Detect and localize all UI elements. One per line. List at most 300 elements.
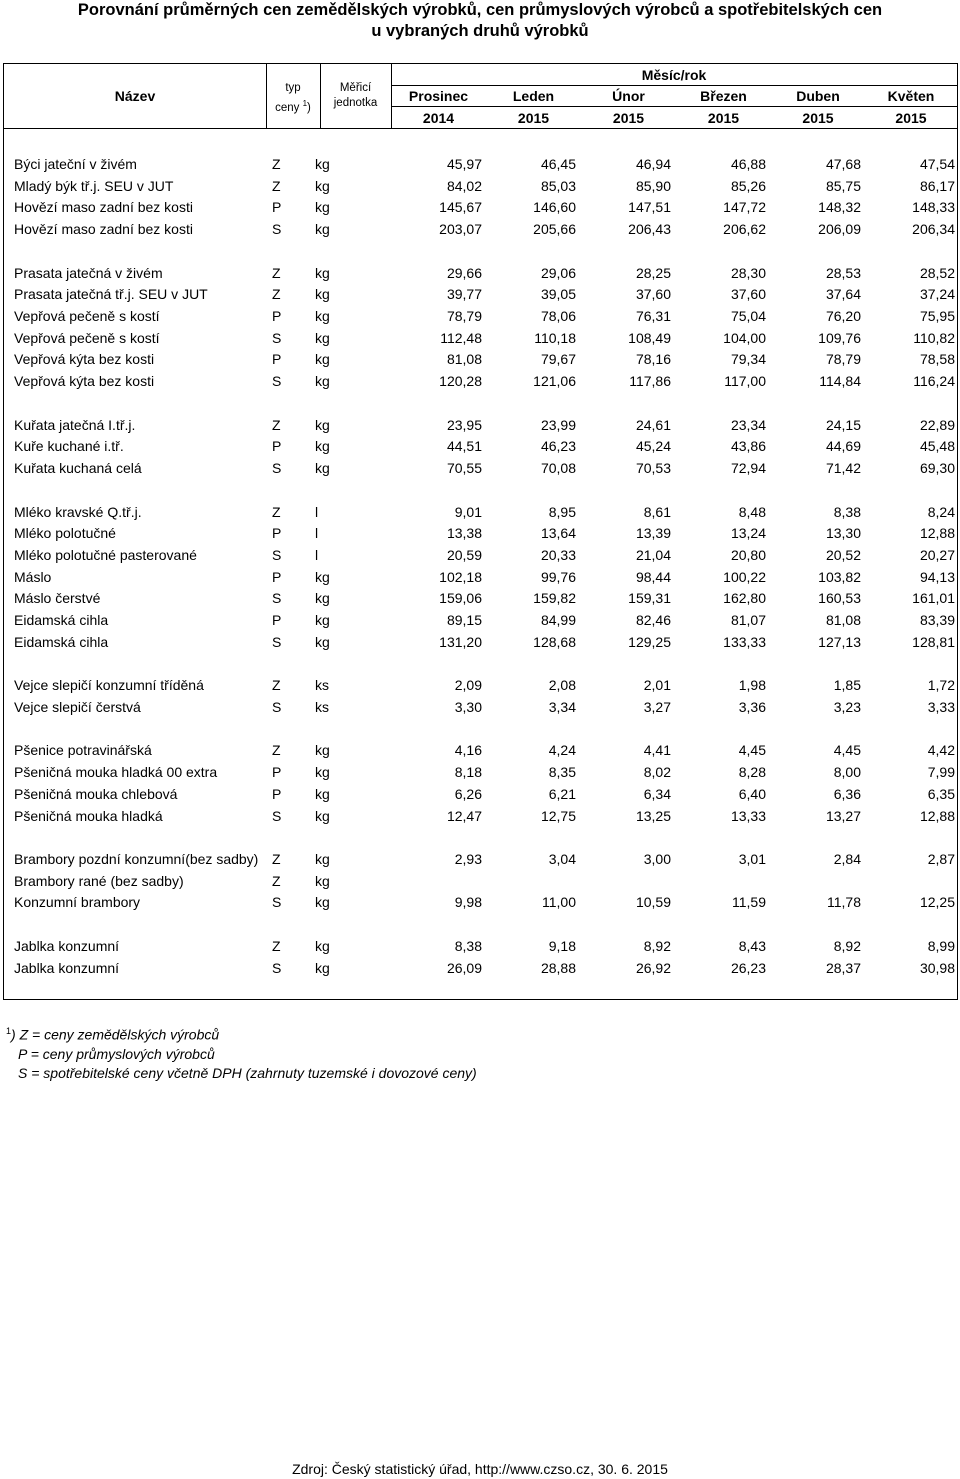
price-value: 4,16 — [454, 742, 482, 758]
price-type: S — [272, 590, 282, 606]
price-type: Z — [272, 156, 281, 172]
column-header-year: 2015 — [707, 110, 740, 126]
footnote-line-2: P = ceny průmyslových výrobců — [18, 1045, 215, 1062]
column-header-year: 2015 — [612, 110, 645, 126]
price-value: 102,18 — [439, 569, 482, 585]
product-name: Mléko kravské Q.tř.j. — [14, 504, 142, 520]
table-row — [4, 175, 959, 197]
price-value: 8,38 — [454, 938, 482, 954]
price-value: 3,27 — [643, 699, 671, 715]
table-row — [4, 609, 959, 631]
price-value: 47,54 — [919, 156, 955, 172]
unit: kg — [315, 330, 330, 346]
price-value: 147,51 — [628, 199, 671, 215]
price-value: 78,58 — [919, 351, 955, 367]
price-value: 46,45 — [540, 156, 576, 172]
unit: l — [315, 504, 319, 520]
price-value: 24,61 — [635, 417, 671, 433]
price-value: 43,86 — [730, 438, 766, 454]
price-value: 203,07 — [439, 221, 482, 237]
price-value: 76,31 — [635, 308, 671, 324]
product-name: Eidamská cihla — [14, 612, 109, 628]
table-row — [4, 870, 959, 892]
price-value: 72,94 — [730, 460, 766, 476]
price-value: 44,51 — [446, 438, 482, 454]
price-value: 3,30 — [454, 699, 482, 715]
column-header-year: 2015 — [802, 110, 834, 126]
product-name: Hovězí maso zadní bez kosti — [14, 221, 193, 237]
price-value: 28,37 — [825, 960, 861, 976]
price-type: Z — [272, 851, 281, 867]
unit: kg — [315, 786, 330, 802]
price-value: 12,88 — [919, 525, 955, 541]
table-row — [4, 674, 959, 696]
price-value: 8,92 — [643, 938, 671, 954]
price-value: 85,75 — [825, 178, 861, 194]
price-value: 13,25 — [635, 808, 671, 824]
price-value: 69,30 — [919, 460, 955, 476]
unit: kg — [315, 373, 330, 389]
product-name: Pšeničná mouka chlebová — [14, 786, 178, 802]
price-value: 8,48 — [738, 504, 766, 520]
price-value: 206,34 — [912, 221, 955, 237]
unit: kg — [315, 286, 330, 302]
price-value: 44,69 — [825, 438, 861, 454]
price-value: 84,99 — [540, 612, 576, 628]
table-row — [4, 739, 959, 761]
price-value: 81,08 — [825, 612, 861, 628]
unit: ks — [315, 677, 329, 693]
price-value: 23,99 — [540, 417, 576, 433]
product-name: Konzumní brambory — [14, 894, 141, 910]
price-type: Z — [272, 873, 281, 889]
price-value: 8,35 — [548, 764, 576, 780]
column-header-month: Prosinec — [408, 88, 469, 104]
column-header-mesic-rok: Měsíc/rok — [641, 67, 707, 83]
price-value: 12,25 — [919, 894, 955, 910]
price-value: 8,99 — [927, 938, 955, 954]
price-value: 4,45 — [833, 742, 861, 758]
table-row — [4, 283, 959, 305]
product-name: Máslo — [14, 569, 52, 585]
price-value: 12,75 — [540, 808, 576, 824]
table-row — [4, 935, 959, 957]
price-value: 29,66 — [446, 265, 482, 281]
unit: kg — [315, 417, 330, 433]
price-value: 159,31 — [628, 590, 671, 606]
product-name: Brambory pozdní konzumní(bez sadby) — [14, 851, 259, 867]
price-value: 100,22 — [723, 569, 766, 585]
price-value: 45,48 — [919, 438, 955, 454]
product-name: Býci jateční v živém — [14, 156, 137, 172]
price-value: 2,93 — [454, 851, 482, 867]
unit: kg — [315, 156, 330, 172]
unit: ks — [315, 699, 329, 715]
price-value: 7,99 — [927, 764, 955, 780]
price-value: 4,24 — [548, 742, 576, 758]
column-header-nazev: Název — [114, 88, 156, 104]
page-title — [0, 0, 960, 42]
price-value: 82,46 — [635, 612, 671, 628]
price-type: Z — [272, 286, 281, 302]
price-value: 1,72 — [927, 677, 955, 693]
price-type: S — [272, 460, 282, 476]
product-name: Kuřata kuchaná celá — [14, 460, 142, 476]
price-value: 85,03 — [540, 178, 576, 194]
price-value: 146,60 — [533, 199, 576, 215]
price-type: S — [272, 894, 282, 910]
price-type: Z — [272, 265, 281, 281]
price-type: Z — [272, 417, 281, 433]
unit: kg — [315, 634, 330, 650]
price-type: S — [272, 221, 282, 237]
header-divider — [391, 85, 957, 86]
price-type: P — [272, 764, 282, 780]
price-value: 147,72 — [723, 199, 766, 215]
price-value: 110,82 — [913, 330, 955, 346]
price-type: P — [272, 612, 282, 628]
product-name: Brambory rané (bez sadby) — [14, 873, 184, 889]
price-value: 28,30 — [730, 265, 766, 281]
price-value: 2,01 — [643, 677, 671, 693]
table-row — [4, 501, 959, 523]
unit: kg — [315, 438, 330, 454]
price-type: S — [272, 808, 282, 824]
product-name: Vejce slepičí konzumní tříděná — [14, 677, 204, 693]
product-name: Kuře kuchané i.tř. — [14, 438, 124, 454]
price-value: 85,26 — [730, 178, 766, 194]
price-type: P — [272, 351, 282, 367]
unit: kg — [315, 590, 330, 606]
product-name: Vepřová kýta bez kosti — [14, 351, 155, 367]
price-value: 205,66 — [533, 221, 576, 237]
table-row — [4, 631, 959, 653]
price-value: 116,24 — [913, 373, 955, 389]
price-value: 131,20 — [439, 634, 482, 650]
unit: kg — [315, 938, 330, 954]
product-name: Mladý býk tř.j. SEU v JUT — [14, 178, 174, 194]
price-value: 13,30 — [825, 525, 861, 541]
price-value: 161,01 — [912, 590, 955, 606]
price-type: S — [272, 330, 282, 346]
price-value: 8,95 — [548, 504, 576, 520]
product-name: Hovězí maso zadní bez kosti — [14, 199, 193, 215]
unit: kg — [315, 569, 330, 585]
price-value: 47,68 — [825, 156, 861, 172]
price-value: 78,16 — [635, 351, 671, 367]
price-value: 89,15 — [446, 612, 482, 628]
price-value: 160,53 — [818, 590, 861, 606]
price-value: 3,33 — [927, 699, 955, 715]
unit: l — [315, 525, 319, 541]
price-value: 26,09 — [446, 960, 482, 976]
price-value: 159,06 — [439, 590, 482, 606]
price-value: 6,35 — [927, 786, 955, 802]
footnote-line-3: S = spotřebitelské ceny včetně DPH (zahrnuty tuzemské i dovozové ceny) — [18, 1064, 477, 1081]
price-type: P — [272, 525, 282, 541]
product-name: Prasata jatečná tř.j. SEU v JUT — [14, 286, 208, 302]
table-row — [4, 761, 959, 783]
price-value: 45,97 — [446, 156, 482, 172]
price-value: 8,43 — [738, 938, 766, 954]
price-value: 22,89 — [919, 417, 955, 433]
price-value: 114,84 — [819, 373, 861, 389]
price-value: 45,24 — [635, 438, 671, 454]
price-value: 3,04 — [548, 851, 576, 867]
price-value: 46,88 — [730, 156, 766, 172]
unit: kg — [315, 221, 330, 237]
product-name: Pšeničná mouka hladká — [14, 808, 163, 824]
price-value: 117,00 — [724, 373, 766, 389]
price-type: P — [272, 199, 282, 215]
product-name: Mléko polotučné — [14, 525, 116, 541]
product-name: Mléko polotučné pasterované — [14, 547, 197, 563]
table-row — [4, 196, 959, 218]
price-value: 10,59 — [635, 894, 671, 910]
price-value: 20,80 — [730, 547, 766, 563]
title-line-2: u vybraných druhů výrobků — [371, 22, 589, 40]
price-value: 8,92 — [833, 938, 861, 954]
price-value: 128,68 — [533, 634, 576, 650]
price-type: Z — [272, 742, 281, 758]
price-value: 103,82 — [818, 569, 861, 585]
column-header-year: 2015 — [517, 110, 550, 126]
price-value: 99,76 — [540, 569, 576, 585]
price-type: P — [272, 438, 282, 454]
column-header-month: Leden — [512, 88, 555, 104]
price-value: 11,00 — [542, 894, 576, 910]
table-row — [4, 370, 959, 392]
product-name: Máslo čerstvé — [14, 590, 101, 606]
price-value: 21,04 — [635, 547, 671, 563]
table-row — [4, 414, 959, 436]
price-type: Z — [272, 938, 281, 954]
price-value: 8,18 — [454, 764, 482, 780]
title-line-1: Porovnání průměrných cen zemědělských výrobků, cen průmyslových výrobců a spotřebitelských cen — [77, 1, 883, 19]
product-name: Vejce slepičí čerstvá — [14, 699, 141, 715]
price-value: 70,08 — [540, 460, 576, 476]
product-name: Pšeničná mouka hladká 00 extra — [14, 764, 218, 780]
price-value: 104,00 — [723, 330, 766, 346]
unit: kg — [315, 265, 330, 281]
table-row — [4, 522, 959, 544]
price-value: 12,47 — [446, 808, 482, 824]
price-value: 162,80 — [723, 590, 766, 606]
table-row — [4, 262, 959, 284]
price-value: 23,34 — [730, 417, 766, 433]
price-value: 13,27 — [825, 808, 861, 824]
price-value: 12,88 — [919, 808, 955, 824]
price-value: 85,90 — [635, 178, 671, 194]
price-value: 6,21 — [548, 786, 576, 802]
price-value: 46,23 — [540, 438, 576, 454]
price-value: 110,18 — [534, 330, 576, 346]
price-value: 2,87 — [927, 851, 955, 867]
product-name: Vepřová pečeně s kostí — [14, 308, 160, 324]
price-value: 4,41 — [643, 742, 671, 758]
price-value: 206,09 — [818, 221, 861, 237]
unit: kg — [315, 873, 330, 889]
price-value: 6,34 — [643, 786, 671, 802]
price-value: 37,60 — [730, 286, 766, 302]
price-value: 128,81 — [912, 634, 955, 650]
price-value: 70,55 — [446, 460, 482, 476]
table-row — [4, 587, 959, 609]
price-value: 26,92 — [635, 960, 671, 976]
price-value: 70,53 — [635, 460, 671, 476]
product-name: Pšenice potravinářská — [14, 742, 152, 758]
table-row — [4, 566, 959, 588]
price-value: 3,23 — [833, 699, 861, 715]
price-value: 9,01 — [454, 504, 482, 520]
price-value: 11,59 — [732, 894, 766, 910]
table-row — [4, 153, 959, 175]
price-value: 8,00 — [833, 764, 861, 780]
unit: kg — [315, 894, 330, 910]
price-value: 46,94 — [635, 156, 671, 172]
price-value: 23,95 — [446, 417, 482, 433]
table-row — [4, 957, 959, 979]
price-value: 206,43 — [628, 221, 671, 237]
price-value: 75,95 — [919, 308, 955, 324]
price-value: 13,33 — [730, 808, 766, 824]
price-value: 20,59 — [446, 547, 482, 563]
header-divider — [391, 106, 957, 107]
price-value: 98,44 — [635, 569, 671, 585]
price-value: 84,02 — [446, 178, 482, 194]
table-row — [4, 805, 959, 827]
price-value: 112,48 — [440, 330, 482, 346]
price-value: 108,49 — [628, 330, 671, 346]
product-name: Jablka konzumní — [14, 938, 120, 954]
price-value: 3,34 — [548, 699, 576, 715]
header-bottom-rule — [4, 128, 957, 129]
price-value: 127,13 — [818, 634, 861, 650]
price-value: 81,08 — [446, 351, 482, 367]
price-value: 20,33 — [540, 547, 576, 563]
price-value: 81,07 — [730, 612, 766, 628]
unit: kg — [315, 199, 330, 215]
price-value: 79,67 — [540, 351, 576, 367]
price-value: 28,52 — [919, 265, 955, 281]
table-row — [4, 218, 959, 240]
unit: kg — [315, 308, 330, 324]
unit: kg — [315, 351, 330, 367]
product-name: Prasata jatečná v živém — [14, 265, 163, 281]
product-name: Kuřata jatečná I.tř.j. — [14, 417, 136, 433]
table-row — [4, 848, 959, 870]
price-value: 148,33 — [912, 199, 955, 215]
price-value: 24,15 — [825, 417, 861, 433]
price-value: 145,67 — [439, 199, 482, 215]
price-value: 13,39 — [635, 525, 671, 541]
price-type: P — [272, 569, 282, 585]
table-row — [4, 544, 959, 566]
column-header-month: Únor — [612, 88, 645, 104]
price-value: 3,36 — [738, 699, 766, 715]
price-value: 4,42 — [927, 742, 955, 758]
product-name: Jablka konzumní — [14, 960, 120, 976]
price-type: P — [272, 786, 282, 802]
price-value: 71,42 — [825, 460, 861, 476]
price-type: Z — [272, 677, 281, 693]
price-value: 9,18 — [548, 938, 576, 954]
price-value: 29,06 — [540, 265, 576, 281]
price-value: 28,53 — [825, 265, 861, 281]
price-value: 39,77 — [446, 286, 482, 302]
price-value: 37,60 — [635, 286, 671, 302]
price-value: 3,00 — [643, 851, 671, 867]
price-value: 148,32 — [818, 199, 861, 215]
price-type: S — [272, 634, 282, 650]
table-row — [4, 457, 959, 479]
price-value: 78,06 — [540, 308, 576, 324]
price-value: 8,28 — [738, 764, 766, 780]
price-value: 120,28 — [439, 373, 482, 389]
unit: kg — [315, 851, 330, 867]
price-value: 75,04 — [730, 308, 766, 324]
unit: kg — [315, 460, 330, 476]
price-value: 8,61 — [643, 504, 671, 520]
price-value: 109,76 — [818, 330, 861, 346]
price-value: 78,79 — [825, 351, 861, 367]
price-value: 8,24 — [927, 504, 955, 520]
price-value: 76,20 — [825, 308, 861, 324]
price-value: 39,05 — [540, 286, 576, 302]
price-value: 94,13 — [919, 569, 955, 585]
source-note: Zdroj: Český statistický úřad, http://www.czso.cz, 30. 6. 2015 — [292, 1461, 668, 1477]
product-name: Vepřová pečeně s kostí — [14, 330, 160, 346]
price-value: 86,17 — [919, 178, 955, 194]
price-value: 6,26 — [454, 786, 482, 802]
price-value: 78,79 — [446, 308, 482, 324]
price-value: 13,24 — [730, 525, 766, 541]
table-row — [4, 435, 959, 457]
price-value: 28,25 — [635, 265, 671, 281]
unit: kg — [315, 742, 330, 758]
price-type: S — [272, 699, 282, 715]
price-value: 20,27 — [919, 547, 955, 563]
price-value: 159,82 — [533, 590, 576, 606]
price-type: S — [272, 547, 282, 563]
price-value: 28,88 — [540, 960, 576, 976]
price-value: 1,85 — [833, 677, 861, 693]
price-value: 129,25 — [628, 634, 671, 650]
price-value: 83,39 — [919, 612, 955, 628]
price-value: 206,62 — [723, 221, 766, 237]
unit: l — [315, 547, 319, 563]
price-value: 37,24 — [919, 286, 955, 302]
table-row — [4, 348, 959, 370]
price-value: 6,40 — [738, 786, 766, 802]
price-value: 2,08 — [548, 677, 576, 693]
price-value: 13,64 — [540, 525, 576, 541]
price-value: 13,38 — [446, 525, 482, 541]
price-type: S — [272, 960, 282, 976]
product-name: Vepřová kýta bez kosti — [14, 373, 155, 389]
table-row — [4, 783, 959, 805]
unit: kg — [315, 178, 330, 194]
column-header-month: Duben — [796, 88, 840, 104]
unit: kg — [315, 960, 330, 976]
unit: kg — [315, 612, 330, 628]
column-header-jednotka: Měřicí jednotka — [333, 82, 378, 109]
price-type: P — [272, 308, 282, 324]
table-row — [4, 305, 959, 327]
price-value: 2,09 — [454, 677, 482, 693]
price-value: 30,98 — [919, 960, 955, 976]
unit: kg — [315, 808, 330, 824]
